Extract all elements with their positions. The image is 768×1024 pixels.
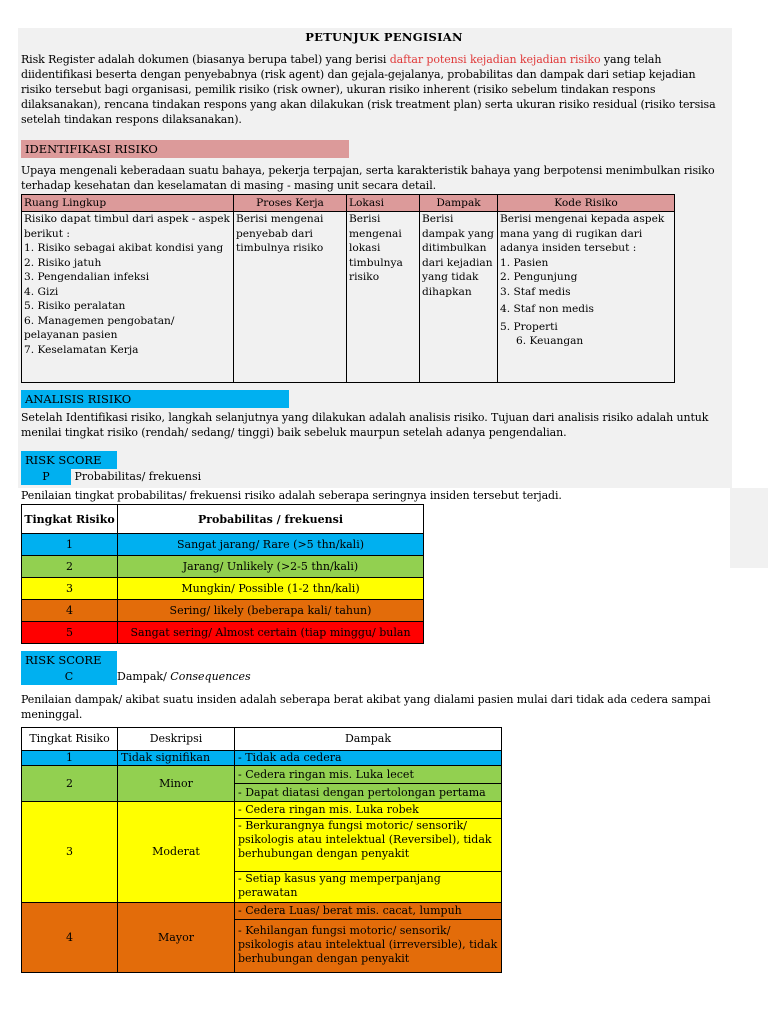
probability-desc: Sangat sering/ Almost certain (tiap minggu/ bulan — [118, 622, 424, 644]
probability-text: Penilaian tingkat probabilitas/ frekuensi risiko adalah seberapa seringnya insiden tersebut terjadi. — [21, 489, 562, 502]
header-ruang-lingkup: Ruang Lingkup — [22, 195, 234, 212]
consequence-level: 3 — [22, 802, 118, 903]
consequence-label — [117, 670, 251, 683]
probability-code: P — [21, 469, 71, 485]
identifikasi-heading: IDENTIFIKASI RISIKO — [21, 140, 349, 158]
ruang-lingkup-line: Risiko dapat timbul dari aspek - aspek berikut : — [24, 213, 230, 240]
probability-row — [22, 578, 424, 600]
lokasi-cell — [347, 212, 420, 383]
identifikasi-text: Upaya mengenali keberadaan suatu bahaya, pekerja terpajan, serta karakteristik bahaya yang berpotensi menimbulkan risiko terhadap kesehatan dan keselamatan di masing - masing unit secara detail. — [21, 164, 715, 192]
ruang-lingkup-cell — [22, 212, 234, 383]
consequence-row — [22, 802, 502, 819]
consequence-table — [21, 727, 502, 973]
consequence-impact: - Kehilangan fungsi motoric/ sensorik/ psikologis atau intelektual (irreversible), tidak berhubungan dengan penyakit — [235, 920, 502, 973]
consequence-header-impact: Dampak — [235, 728, 502, 751]
header-dampak: Dampak — [420, 195, 498, 212]
ruang-lingkup-line: 6. Managemen pengobatan/ pelayanan pasien — [24, 314, 175, 341]
consequence-label-plain: Dampak/ — [117, 670, 171, 683]
intro-paragraph — [21, 52, 721, 127]
consequence-impact: - Cedera ringan mis. Luka robek — [235, 802, 502, 819]
dampak-text: Berisi dampak yang ditimbulkan dari kejadian yang tidak dihapkan — [422, 213, 494, 298]
consequence-level: 1 — [22, 751, 118, 766]
worksheet-background-edge — [730, 488, 768, 568]
probability-row — [22, 534, 424, 556]
consequence-level: 2 — [22, 766, 118, 802]
consequence-code: C — [21, 669, 117, 685]
risk-score-p-heading: RISK SCORE — [21, 451, 117, 469]
consequence-row — [22, 751, 502, 766]
consequence-impact: - Berkurangnya fungsi motoric/ sensorik/ psikologis atau intelektual (Reversibel), tidak berhubungan dengan penyakit — [235, 819, 502, 872]
probability-level: 4 — [22, 600, 118, 622]
consequence-level: 4 — [22, 903, 118, 973]
probability-desc: Jarang/ Unlikely (>2-5 thn/kali) — [118, 556, 424, 578]
analisis-heading: ANALISIS RISIKO — [21, 390, 289, 408]
consequence-header-level: Tingkat Risiko — [22, 728, 118, 751]
probability-row — [22, 622, 424, 644]
ruang-lingkup-line: 1. Risiko sebagai akibat kondisi yang — [24, 242, 224, 254]
probability-row — [22, 600, 424, 622]
ruang-lingkup-line: 7. Keselamatan Kerja — [24, 343, 139, 356]
lokasi-text: Berisi mengenai lokasi timbulnya risiko — [349, 213, 403, 282]
kode-risiko-item: 4. Staf non medis — [500, 303, 594, 315]
probability-row — [22, 556, 424, 578]
probability-label: Probabilitas/ frekuensi — [74, 470, 202, 483]
kode-risiko-item: 6. Keuangan — [516, 335, 584, 347]
kode-risiko-cell — [498, 212, 675, 383]
probability-header-desc: Probabilitas / frekuensi — [118, 505, 424, 534]
consequence-desc: Mayor — [118, 903, 235, 973]
kode-risiko-text: Berisi mengenai kepada aspek mana yang di rugikan dari adanya insiden tersebut : — [500, 213, 665, 254]
proses-kerja-cell — [234, 212, 347, 383]
consequence-row — [22, 766, 502, 784]
risk-score-c-label-row — [21, 669, 251, 685]
kode-risiko-item: 2. Pengunjung — [500, 271, 578, 283]
consequence-label-italic: Consequences — [170, 670, 251, 683]
consequence-header-row — [22, 728, 502, 751]
ruang-lingkup-line: 2. Risiko jatuh — [24, 256, 102, 269]
ruang-lingkup-line: 4. Gizi — [24, 285, 59, 298]
probability-desc: Sangat jarang/ Rare (>5 thn/kali) — [118, 534, 424, 556]
intro-highlight: daftar potensi kejadian kejadian risiko — [389, 53, 601, 66]
analisis-text: Setelah Identifikasi risiko, langkah selanjutnya yang dilakukan adalah analisis risiko. Tujuan dari analisis risiko adalah untuk menilai tingkat risiko (rendah/ sedang/ tinggi) baik sebeluk maurpun setelah adanya pengendalian. — [21, 411, 709, 439]
probability-table — [21, 504, 424, 644]
header-kode-risiko: Kode Risiko — [498, 195, 675, 212]
consequence-impact: - Cedera ringan mis. Luka lecet — [235, 766, 502, 784]
kode-risiko-item: 1. Pasien — [500, 256, 549, 269]
page-title: PETUNJUK PENGISIAN — [305, 30, 463, 44]
probability-header-level: Tingkat Risiko — [22, 505, 118, 534]
intro-text-start: Risk Register adalah dokumen (biasanya berupa tabel) yang berisi — [21, 53, 390, 66]
risk-score-p-label-row — [21, 469, 201, 485]
identifikasi-header-row — [22, 195, 675, 212]
consequence-impact: - Cedera Luas/ berat mis. cacat, lumpuh — [235, 903, 502, 920]
kode-risiko-item: 3. Staf medis — [500, 285, 571, 298]
header-lokasi: Lokasi — [347, 195, 420, 212]
consequence-row — [22, 903, 502, 920]
consequence-text: Penilaian dampak/ akibat suatu insiden adalah seberapa berat akibat yang dialami pasien mulai dari tidak ada cedera sampai meninggal. — [21, 693, 711, 721]
proses-kerja-text: Berisi mengenai penyebab dari timbulnya risiko — [236, 213, 324, 254]
identifikasi-table — [21, 194, 675, 383]
consequence-desc: Minor — [118, 766, 235, 802]
ruang-lingkup-line: 3. Pengendalian infeksi — [24, 271, 150, 283]
probability-desc: Mungkin/ Possible (1-2 thn/kali) — [118, 578, 424, 600]
dampak-cell — [420, 212, 498, 383]
probability-desc: Sering/ likely (beberapa kali/ tahun) — [118, 600, 424, 622]
consequence-impact: - Dapat diatasi dengan pertolongan pertama — [235, 784, 502, 802]
consequence-header-desc: Deskripsi — [118, 728, 235, 751]
consequence-impact: - Setiap kasus yang memperpanjang perawatan — [235, 872, 502, 903]
probability-header-row — [22, 505, 424, 534]
consequence-impact: - Tidak ada cedera — [235, 751, 502, 766]
probability-level: 3 — [22, 578, 118, 600]
consequence-desc: Moderat — [118, 802, 235, 903]
probability-level: 2 — [22, 556, 118, 578]
identifikasi-body-row — [22, 212, 675, 383]
header-proses-kerja: Proses Kerja — [234, 195, 347, 212]
ruang-lingkup-line: 5. Risiko peralatan — [24, 300, 126, 312]
probability-level: 5 — [22, 622, 118, 644]
kode-risiko-item: 5. Properti — [500, 320, 558, 333]
consequence-desc: Tidak signifikan — [118, 751, 235, 766]
intro-text-end: yang telah diidentifikasi beserta dengan penyebabnya (risk agent) dan gejala-gejalanya, probabilitas dan dampak dari setiap kejadian risiko tersebut bagi organisasi, pemilik risiko (risk owner), ukuran risiko inherent (risiko sebelum tindakan respons dilaksanakan), rencana tindakan respons yang akan dilakukan (risk treatment plan) serta ukuran risiko residual (risiko tersisa setelah tindakan respons dilaksanakan). — [21, 53, 716, 126]
risk-score-c-heading: RISK SCORE — [21, 651, 117, 669]
probability-level: 1 — [22, 534, 118, 556]
